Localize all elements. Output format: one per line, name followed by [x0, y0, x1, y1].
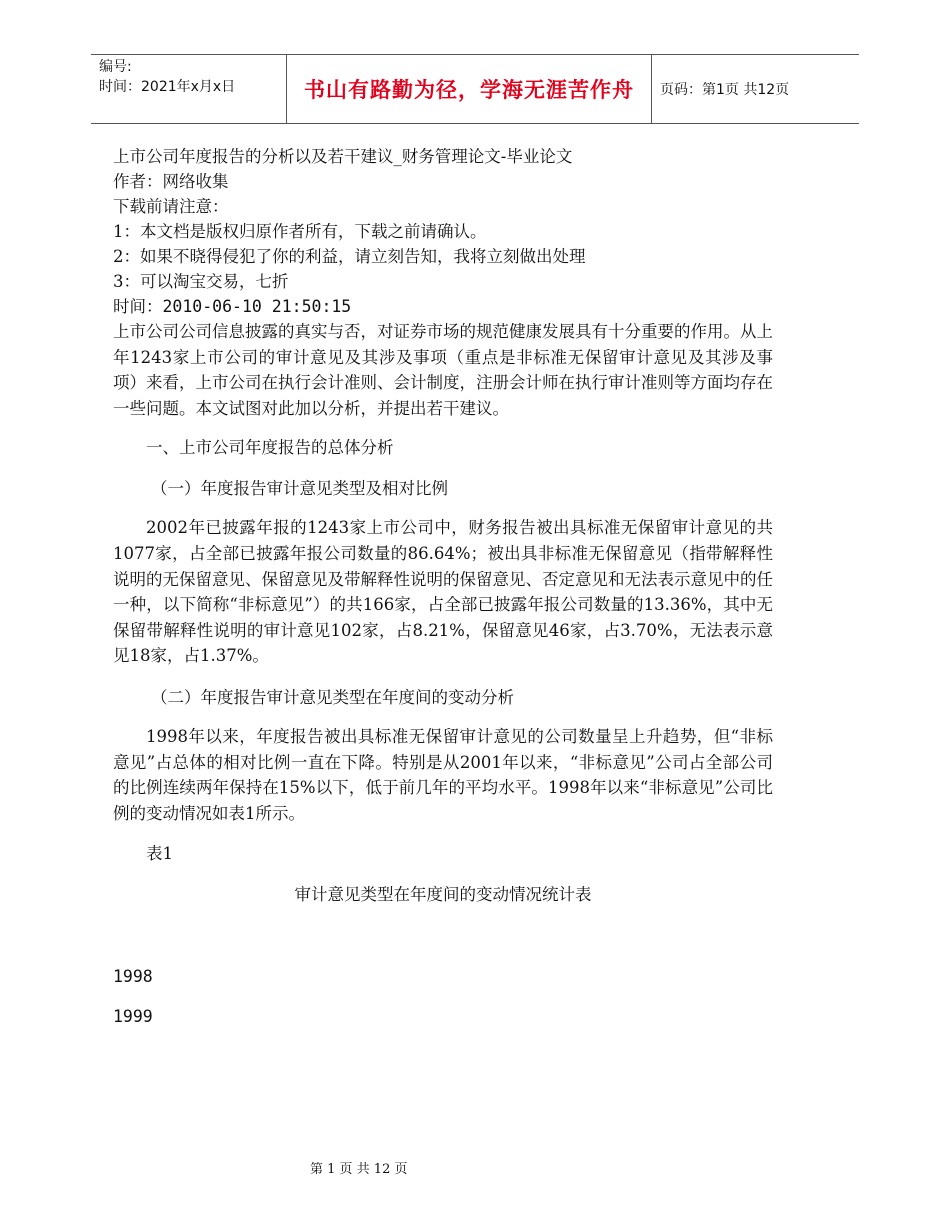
header-page-number: 页码：第1页 共12页: [660, 82, 790, 98]
table-title: 审计意见类型在年度间的变动情况统计表: [294, 885, 592, 905]
table-year-1999: 1999: [113, 1007, 153, 1027]
section-heading-1: 一、上市公司年度报告的总体分析: [146, 438, 394, 458]
time-label: 时间：2021年x月x日: [99, 79, 236, 95]
notice-item-3: 3：可以淘宝交易，七折: [113, 272, 289, 291]
paragraph-audit-ratio: 2002年已披露年报的1243家上市公司中，财务报告被出具标准无保留审计意见的共1077家，占全部已披露年报公司数量的86.64%；被出具非标准无保留意见（指带解释性说明的无保留意见、保留意见及带解释性说明的保留意见、否定意见和无法表示意见中的任一种，以下简称“非标意见”）的共166家，占全部已披露年报公司数量的13.36%，其中无保留带解释性说明的审计意见102家，占8.21%，保留意见46家，占3.70%，无法表示意见18家，占1.37%。: [113, 518, 773, 666]
header-meta: [91, 55, 286, 123]
notice-item-1: 1：本文档是版权归原作者所有，下载之前请确认。: [113, 222, 487, 241]
notice-heading: 下载前请注意：: [113, 197, 229, 216]
page-header: [91, 54, 859, 124]
document-title: 上市公司年度报告的分析以及若干建议_财务管理论文-毕业论文: [113, 147, 573, 166]
page-footer: 第 1 页 共 12 页: [310, 1162, 408, 1177]
author-line: 作者：网络收集: [113, 172, 229, 191]
number-label: 编号:: [99, 59, 132, 75]
subsection-heading-1: （一）年度报告审计意见类型及相对比例: [150, 479, 448, 499]
header-motto: 书山有路勤为径，学海无涯苦作舟: [286, 55, 652, 123]
paragraph-audit-trend: 1998年以来，年度报告被出具标准无保留审计意见的公司数量呈上升趋势，但“非标意见”占总体的相对比例一直在下降。特别是从2001年以来，“非标意见”公司占全部公司的比例连续两年保持在15%以下，低于前几年的平均水平。1998年以来“非标意见”公司比例的变动情况如表1所示。: [113, 726, 773, 823]
notice-item-2: 2：如果不晓得侵犯了你的利益，请立刻告知，我将立刻做出处理: [113, 247, 586, 266]
table-label: 表1: [146, 844, 173, 864]
subsection-heading-2: （二）年度报告审计意见类型在年度间的变动分析: [150, 687, 514, 707]
document-body: [113, 144, 773, 1029]
table-year-1998: 1998: [113, 967, 153, 987]
datetime-line: 时间：2010-06-10 21:50:15: [113, 297, 352, 316]
intro-paragraph: 上市公司公司信息披露的真实与否，对证券市场的规范健康发展具有十分重要的作用。从上年1243家上市公司的审计意见及其涉及事项（重点是非标准无保留审计意见及其涉及事项）来看，上市公司在执行会计准则、会计制度，注册会计师在执行审计准则等方面均存在一些问题。本文试图对此加以分析，并提出若干建议。: [113, 322, 773, 418]
